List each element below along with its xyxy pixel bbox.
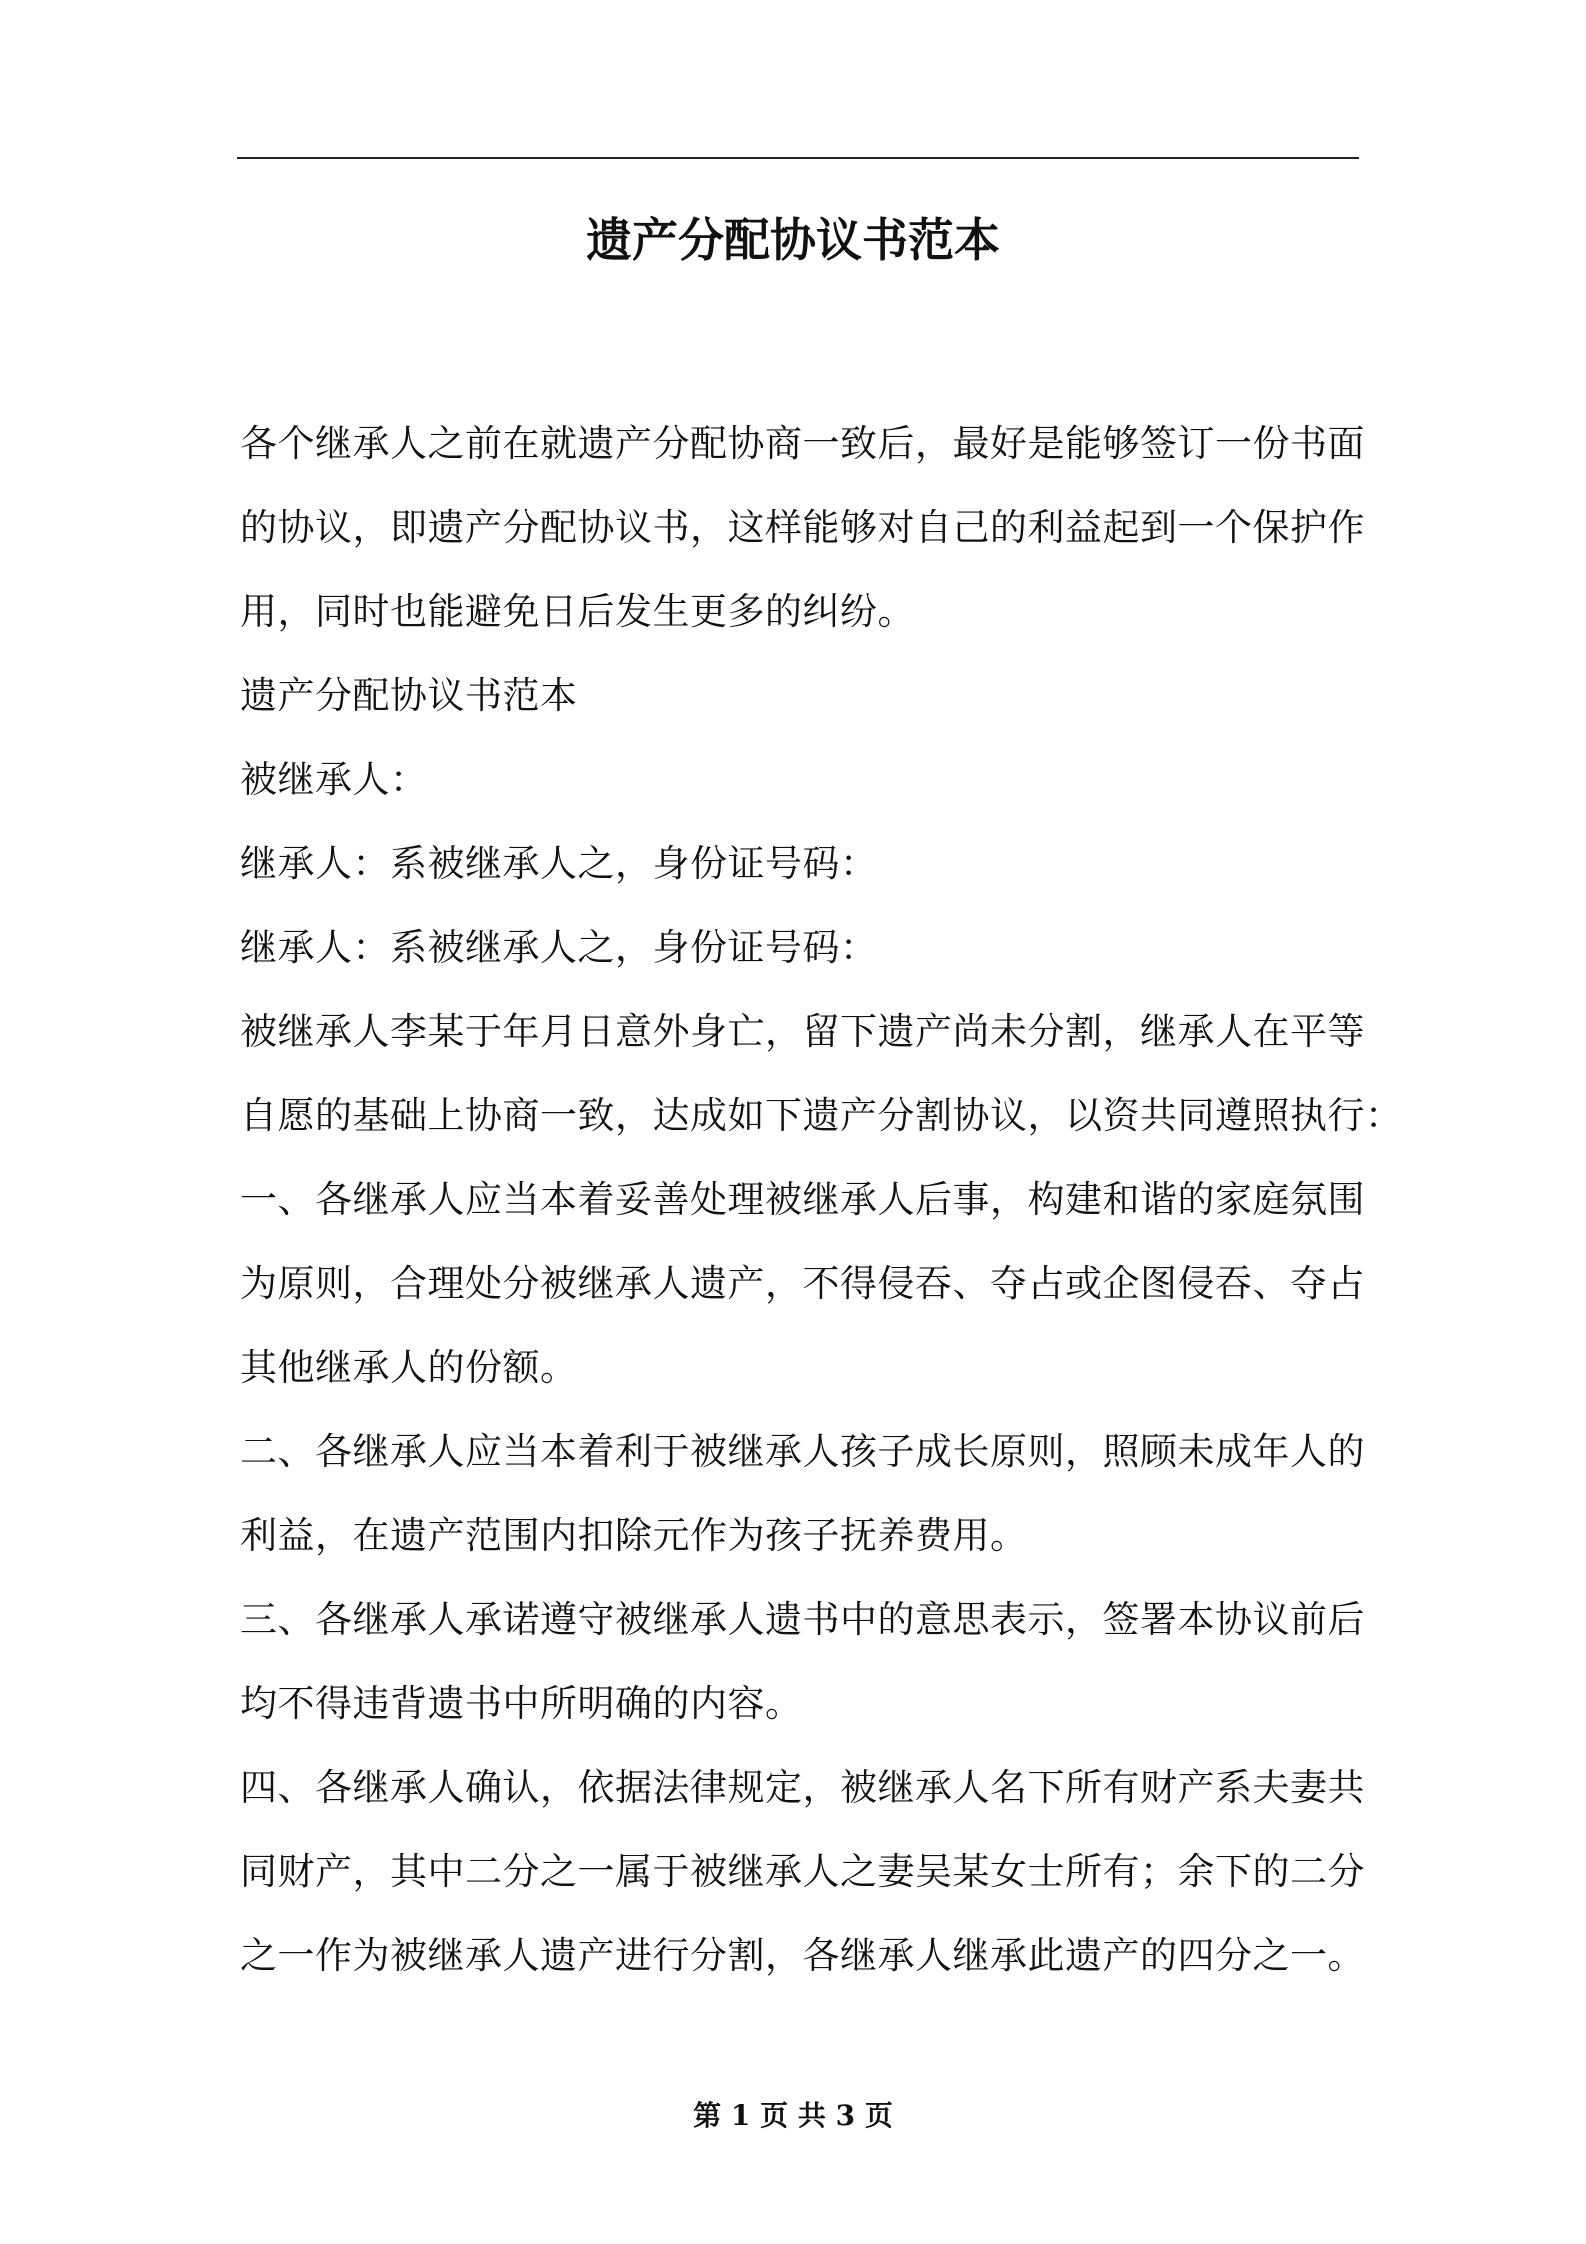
document-body bbox=[240, 402, 1403, 1998]
body-line: 的协议，即遗产分配协议书，这样能够对自己的利益起到一个保护作 bbox=[240, 506, 1365, 549]
header-rule bbox=[237, 157, 1359, 159]
heir-field: 继承人：系被继承人之，身份证号码： bbox=[240, 926, 878, 969]
body-line: 用，同时也能避免日后发生更多的纠纷。 bbox=[240, 590, 915, 633]
clause-line: 同财产，其中二分之一属于被继承人之妻吴某女士所有；余下的二分 bbox=[240, 1850, 1365, 1893]
clause-line: 三、各继承人承诺遵守被继承人遗书中的意思表示，签署本协议前后 bbox=[240, 1598, 1365, 1641]
body-line: 各个继承人之前在就遗产分配协商一致后，最好是能够签订一份书面 bbox=[240, 422, 1365, 465]
heir-field: 继承人：系被继承人之，身份证号码： bbox=[240, 842, 878, 885]
body-line: 被继承人李某于年月日意外身亡，留下遗产尚未分割，继承人在平等 bbox=[240, 1010, 1365, 1053]
clause-line: 四、各继承人确认，依据法律规定，被继承人名下所有财产系夫妻共 bbox=[240, 1766, 1365, 1809]
document-title: 遗产分配协议书范本 bbox=[586, 213, 1000, 267]
clause-line: 利益，在遗产范围内扣除元作为孩子抚养费用。 bbox=[240, 1514, 1028, 1557]
page-footer: 第 1 页 共 3 页 bbox=[693, 2099, 893, 2132]
clause-line: 为原则，合理处分被继承人遗产，不得侵吞、夺占或企图侵吞、夺占 bbox=[240, 1262, 1365, 1305]
clause-line: 其他继承人的份额。 bbox=[240, 1346, 578, 1389]
clause-line: 一、各继承人应当本着妥善处理被继承人后事，构建和谐的家庭氛围 bbox=[240, 1178, 1365, 1221]
section-heading: 遗产分配协议书范本 bbox=[240, 674, 578, 717]
clause-line: 均不得违背遗书中所明确的内容。 bbox=[240, 1682, 803, 1725]
clause-line: 二、各继承人应当本着利于被继承人孩子成长原则，照顾未成年人的 bbox=[240, 1430, 1365, 1473]
decedent-field: 被继承人： bbox=[240, 758, 428, 801]
body-line: 自愿的基础上协商一致，达成如下遗产分割协议，以资共同遵照执行： bbox=[240, 1094, 1403, 1137]
clause-line: 之一作为被继承人遗产进行分割，各继承人继承此遗产的四分之一。 bbox=[240, 1934, 1365, 1977]
